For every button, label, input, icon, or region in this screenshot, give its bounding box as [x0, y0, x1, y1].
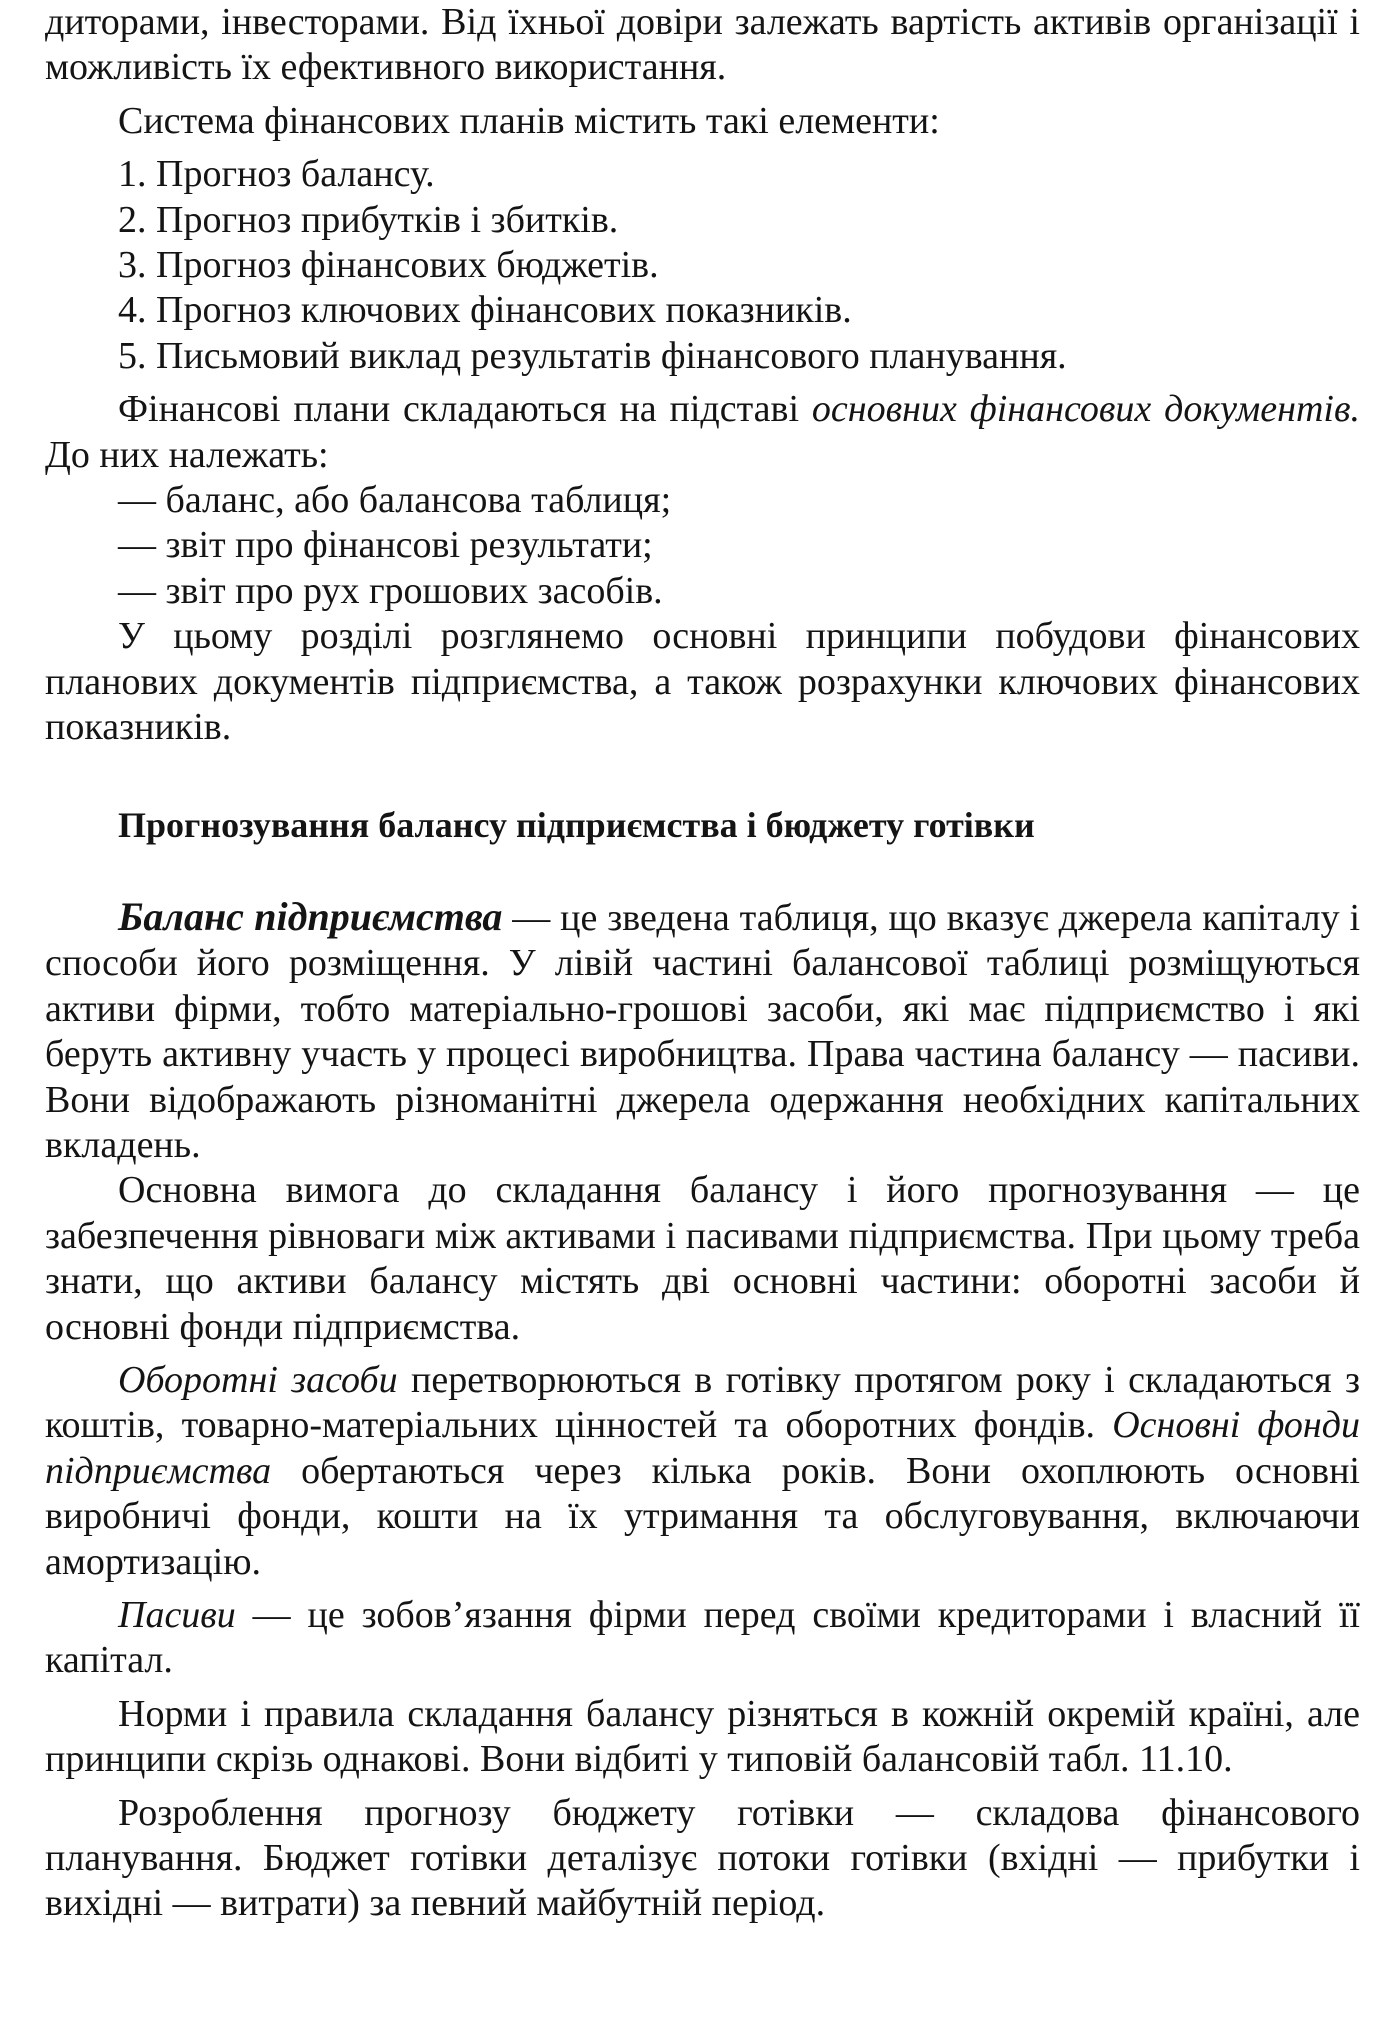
- emphasis-term: Основні фонди підприємства: [45, 1404, 1360, 1492]
- list-item: — звіт про фінансові результати;: [118, 524, 653, 567]
- defined-term: Баланс підприємства: [118, 893, 503, 939]
- paragraph-norms: Норми і правила складання балансу різняться в кожній окремій країні, але принципи скрізь однакові. Вони відбиті у типовій балансовій табл. 11.10.: [45, 1692, 1360, 1781]
- paragraph-assets: [45, 1358, 1360, 1585]
- plan-elements-list: [45, 152, 1360, 379]
- paragraph-liabilities: [45, 1593, 1360, 1684]
- list-item: 1. Прогноз балансу.: [118, 153, 435, 196]
- paragraph-section-intro: У цьому розділі розглянемо основні принципи побудови фінансових планових документів підприємства, а також розрахунки ключових фінансових показників.: [45, 615, 1360, 749]
- paragraph-balance-requirement: Основна вимога до складання балансу і його прогнозування — це забезпечення рівноваги між активами і пасивами підприємства. При цьому треба знати, що активи балансу містять дві основні частини: оборотні засоби й основні фонди підприємства.: [45, 1169, 1360, 1348]
- documents-list: [45, 478, 1360, 614]
- paragraph-text: — це зобов’язання фірми перед своїми кредиторами і власний її капітал.: [45, 1594, 1360, 1682]
- paragraph-cash-budget: Розроблення прогнозу бюджету готівки — складова фінансового планування. Бюджет готівки деталізує потоки готівки (вхідні — прибутки і вихідні — витрати) за певний майбутній період.: [45, 1791, 1360, 1925]
- paragraph-plan-system: Система фінансових планів містить такі елементи:: [118, 99, 940, 142]
- list-item: 2. Прогноз прибутків і збитків.: [118, 198, 619, 241]
- paragraph-text: обертаються через кілька років. Вони охоплюють основні виробничі фонди, кошти на їх утримання та обслуговування, включаючи амортизацію.: [45, 1449, 1360, 1583]
- paragraph-text: Фінансові плани складаються на підставі: [118, 388, 812, 431]
- emphasis-term: Оборотні засоби: [118, 1358, 398, 1401]
- paragraph-text: До них належать:: [45, 433, 329, 476]
- list-item: 3. Прогноз фінансових бюджетів.: [118, 244, 659, 287]
- list-item: 4. Прогноз ключових фінансових показників.: [118, 289, 852, 332]
- emphasis-term: основних фінансових документів.: [811, 388, 1360, 431]
- paragraph-financial-documents: [45, 387, 1360, 478]
- list-item: 5. Письмовий виклад результатів фінансового планування.: [118, 334, 1067, 377]
- paragraph-text: — це зведена таблиця, що вказує джерела капіталу і способи його розміщення. У лівій частині балансової таблиці розміщуються активи фірми, тобто матеріально-грошові засоби, які має підприємство і які беруть активну участь у процесі виробництва. Права частина балансу — пасиви. Вони відображають різноманітні джерела одержання необхідних капітальних вкладень.: [45, 896, 1361, 1166]
- section-heading: Прогнозування балансу підприємства і бюджету готівки: [118, 804, 1035, 845]
- paragraph-text: перетворюються в готівку протягом року і складаються з коштів, товарно-матеріальних цінностей та оборотних фондів.: [45, 1358, 1360, 1447]
- paragraph-balance-definition: [45, 894, 1360, 1168]
- list-item: — звіт про рух грошових засобів.: [118, 569, 663, 612]
- paragraph-continued: диторами, інвесторами. Від їхньої довіри залежать вартість активів організації і можливість їх ефективного використання.: [45, 1, 1360, 89]
- emphasis-term: Пасиви: [118, 1594, 236, 1636]
- list-item: — баланс, або балансова таблиця;: [118, 479, 672, 522]
